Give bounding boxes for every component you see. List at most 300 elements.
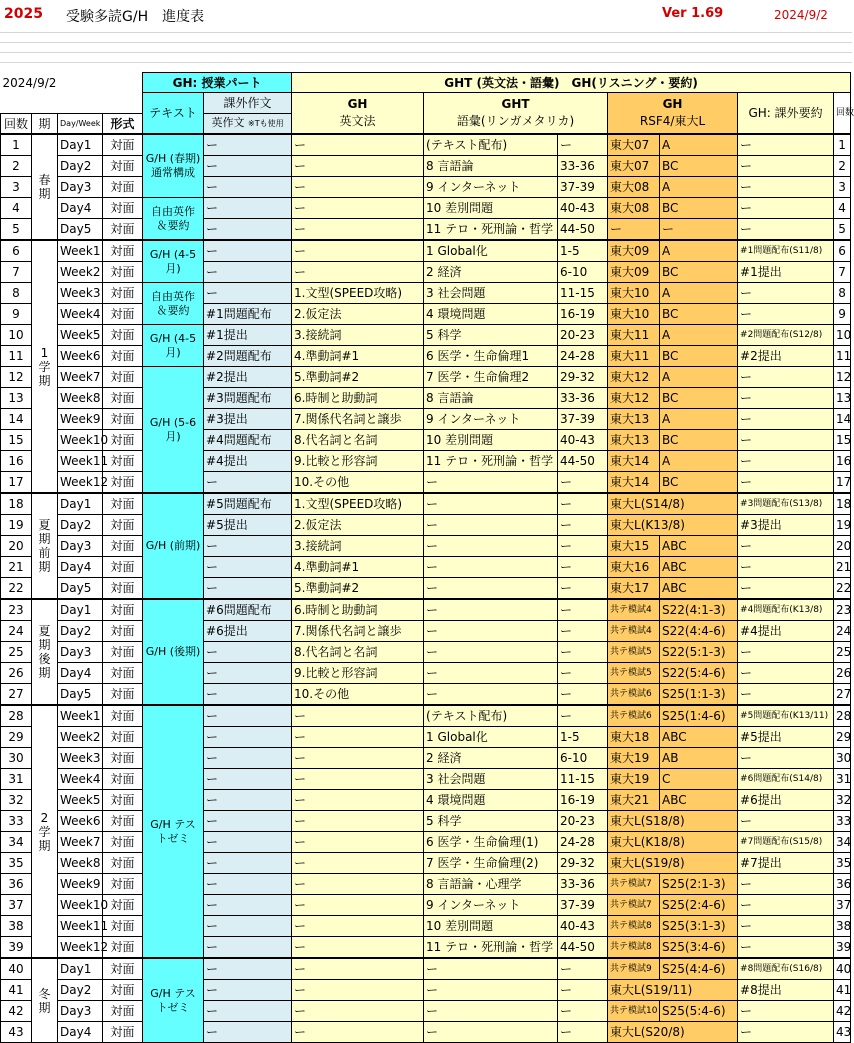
rsf-item: 東大L(K13/8) — [608, 515, 738, 536]
format: 対面 — [103, 832, 143, 853]
rsf-level: ー — [660, 219, 738, 241]
vocab-pages: 16-19 — [558, 304, 608, 325]
format: 対面 — [103, 557, 143, 578]
row-number: 35 — [1, 853, 32, 874]
extra-composition: ー — [204, 937, 292, 959]
rsf-level: S25(4:4-6) — [660, 958, 738, 980]
extra-composition: #5問題配布 — [204, 493, 292, 515]
vocab-chapter: 9 インターネット — [424, 895, 558, 916]
rsf-level: A — [660, 325, 738, 346]
vocab-pages: ー — [558, 578, 608, 600]
format: 対面 — [103, 177, 143, 198]
table-row — [1, 1001, 851, 1022]
rsf-item: 東大07 — [608, 156, 660, 177]
row-number-right: 6 — [834, 240, 851, 262]
vocab-pages: 16-19 — [558, 790, 608, 811]
rsf-item: 東大07 — [608, 134, 660, 156]
grammar: 2.仮定法 — [292, 515, 424, 536]
extra-summary: #6問題配布(S14/8) — [738, 769, 834, 790]
page-title: 受験多読G/H 進度表 — [66, 9, 205, 25]
format: 対面 — [103, 367, 143, 388]
vocab-pages: ー — [558, 599, 608, 621]
grid-line — [0, 62, 852, 63]
day-week: Day1 — [58, 134, 103, 156]
extra-composition: ー — [204, 727, 292, 748]
day-week: Day1 — [58, 599, 103, 621]
row-number-right: 3 — [834, 177, 851, 198]
extra-summary: ー — [738, 134, 834, 156]
row-number: 1 — [1, 134, 32, 156]
vocab-chapter: 10 差別問題 — [424, 916, 558, 937]
day-week: Week9 — [58, 874, 103, 895]
row-number-right: 12 — [834, 367, 851, 388]
day-week: Day5 — [58, 219, 103, 241]
extra-summary: ー — [738, 156, 834, 177]
rsf-level: S25(1:1-3) — [660, 684, 738, 706]
vocab-pages: ー — [558, 536, 608, 557]
text-group: 自由英作 ＆要約 — [143, 198, 204, 241]
grammar: 8.代名詞と名詞 — [292, 430, 424, 451]
extra-summary: ー — [738, 219, 834, 241]
period-label: 2学期 — [32, 705, 58, 958]
format: 対面 — [103, 578, 143, 600]
header-ght: GHT (英文法・語彙) GH(リスニング・要約) — [292, 73, 851, 93]
extra-composition: ー — [204, 811, 292, 832]
day-week: Day3 — [58, 536, 103, 557]
format: 対面 — [103, 727, 143, 748]
extra-summary: #2提出 — [738, 346, 834, 367]
extra-summary: ー — [738, 895, 834, 916]
grammar: 7.関係代名詞と譲歩 — [292, 621, 424, 642]
grid-line — [0, 42, 852, 43]
extra-composition: ー — [204, 790, 292, 811]
extra-summary: #1提出 — [738, 262, 834, 283]
vocab-chapter: 11 テロ・死刑論・哲学 — [424, 937, 558, 959]
row-number: 36 — [1, 874, 32, 895]
vocab-pages: 1-5 — [558, 240, 608, 262]
rsf-item: 東大L(S19/11) — [608, 980, 738, 1001]
extra-composition: ー — [204, 262, 292, 283]
text-group: G/H (春期) 通常構成 — [143, 134, 204, 198]
grammar: ー — [292, 156, 424, 177]
vocab-chapter: 7 医学・生命倫理2 — [424, 367, 558, 388]
grammar: ー — [292, 727, 424, 748]
header-gh-rsf: GH RSF4/東大L — [608, 93, 738, 135]
extra-summary: #4提出 — [738, 621, 834, 642]
row-number-right: 19 — [834, 515, 851, 536]
rsf-item: 東大12 — [608, 367, 660, 388]
vocab-chapter: ー — [424, 578, 558, 600]
rsf-level: S25(3:1-3) — [660, 916, 738, 937]
vocab-pages: ー — [558, 515, 608, 536]
rsf-item: 東大L(S14/8) — [608, 493, 738, 515]
extra-summary: #3提出 — [738, 515, 834, 536]
rsf-item: 東大19 — [608, 769, 660, 790]
rsf-item: 東大18 — [608, 727, 660, 748]
format: 対面 — [103, 748, 143, 769]
period-label: 夏期後期 — [32, 599, 58, 705]
vocab-chapter: ー — [424, 958, 558, 980]
row-number-right: 8 — [834, 283, 851, 304]
row-number-right: 18 — [834, 493, 851, 515]
vocab-chapter: ー — [424, 621, 558, 642]
format: 対面 — [103, 895, 143, 916]
period-label: 冬期 — [32, 958, 58, 1043]
row-number: 32 — [1, 790, 32, 811]
day-week: Day1 — [58, 493, 103, 515]
row-number-right: 23 — [834, 599, 851, 621]
extra-composition: ー — [204, 557, 292, 578]
row-number: 2 — [1, 156, 32, 177]
text-group: G/H (4-5月) — [143, 325, 204, 367]
rsf-level: A — [660, 451, 738, 472]
vocab-pages: 33-36 — [558, 156, 608, 177]
vocab-chapter: 10 差別問題 — [424, 198, 558, 219]
vocab-chapter: 6 医学・生命倫理1 — [424, 346, 558, 367]
title-bar — [0, 0, 852, 30]
vocab-pages: ー — [558, 642, 608, 663]
table-row — [1, 493, 851, 515]
table-row — [1, 219, 851, 241]
format: 対面 — [103, 409, 143, 430]
vocab-chapter: 9 インターネット — [424, 177, 558, 198]
vocab-pages: 1-5 — [558, 727, 608, 748]
extra-composition: ー — [204, 769, 292, 790]
header-kaisu: 回数 — [1, 114, 32, 135]
extra-summary: ー — [738, 748, 834, 769]
row-number: 19 — [1, 515, 32, 536]
day-week: Week8 — [58, 388, 103, 409]
vocab-chapter: 6 医学・生命倫理(1) — [424, 832, 558, 853]
format: 対面 — [103, 515, 143, 536]
vocab-chapter: 5 科学 — [424, 325, 558, 346]
extra-composition: #3提出 — [204, 409, 292, 430]
extra-composition: ー — [204, 642, 292, 663]
header-kaisu-right: 回数 — [834, 93, 851, 135]
table-row — [1, 262, 851, 283]
vocab-pages: 24-28 — [558, 346, 608, 367]
table-row — [1, 198, 851, 219]
day-week: Day2 — [58, 515, 103, 536]
vocab-pages: 6-10 — [558, 262, 608, 283]
extra-composition: ー — [204, 980, 292, 1001]
grammar: ー — [292, 980, 424, 1001]
rsf-level: A — [660, 409, 738, 430]
day-week: Day4 — [58, 1022, 103, 1043]
format: 対面 — [103, 134, 143, 156]
format: 対面 — [103, 958, 143, 980]
extra-summary: ー — [738, 578, 834, 600]
rsf-level: BC — [660, 346, 738, 367]
format: 対面 — [103, 853, 143, 874]
table-row — [1, 346, 851, 367]
vocab-chapter: 2 経済 — [424, 748, 558, 769]
extra-summary: #1問題配布(S11/8) — [738, 240, 834, 262]
grammar: ー — [292, 790, 424, 811]
rsf-item: 東大21 — [608, 790, 660, 811]
row-number-right: 35 — [834, 853, 851, 874]
grammar: 10.その他 — [292, 472, 424, 494]
extra-summary: ー — [738, 304, 834, 325]
day-week: Week2 — [58, 727, 103, 748]
table-row — [1, 304, 851, 325]
vocab-pages: ー — [558, 493, 608, 515]
row-number-right: 1 — [834, 134, 851, 156]
row-number: 16 — [1, 451, 32, 472]
row-number: 18 — [1, 493, 32, 515]
rsf-item: 共テ模試9 — [608, 958, 660, 980]
row-number: 17 — [1, 472, 32, 494]
rsf-item: 東大11 — [608, 346, 660, 367]
format: 対面 — [103, 388, 143, 409]
vocab-pages: 40-43 — [558, 916, 608, 937]
extra-composition: ー — [204, 536, 292, 557]
format: 対面 — [103, 1022, 143, 1043]
vocab-pages: ー — [558, 684, 608, 706]
day-week: Day3 — [58, 1001, 103, 1022]
rsf-item: 東大19 — [608, 748, 660, 769]
extra-composition: #6提出 — [204, 621, 292, 642]
table-row — [1, 409, 851, 430]
header-dayweek: Day/Week — [58, 114, 103, 135]
day-week: Week6 — [58, 346, 103, 367]
day-week: Week10 — [58, 430, 103, 451]
format: 対面 — [103, 980, 143, 1001]
row-number: 13 — [1, 388, 32, 409]
rsf-level: C — [660, 769, 738, 790]
vocab-chapter: ー — [424, 1022, 558, 1043]
extra-summary: #5提出 — [738, 727, 834, 748]
rsf-item: 東大08 — [608, 177, 660, 198]
rsf-item: ー — [608, 219, 660, 241]
row-number-right: 13 — [834, 388, 851, 409]
vocab-chapter: (テキスト配布) — [424, 705, 558, 727]
grammar: ー — [292, 748, 424, 769]
table-row — [1, 642, 851, 663]
row-number: 11 — [1, 346, 32, 367]
row-number-right: 40 — [834, 958, 851, 980]
text-group: G/H (5-6月) — [143, 367, 204, 494]
vocab-pages: ー — [558, 134, 608, 156]
day-week: Week12 — [58, 937, 103, 959]
row-number-right: 15 — [834, 430, 851, 451]
text-group: G/H テストゼミ — [143, 958, 204, 1043]
year-label: 2025 — [4, 6, 43, 22]
vocab-pages: ー — [558, 705, 608, 727]
grammar: 2.仮定法 — [292, 304, 424, 325]
grammar: 5.準動詞#2 — [292, 367, 424, 388]
vocab-chapter: 1 Global化 — [424, 240, 558, 262]
extra-summary: ー — [738, 874, 834, 895]
row-number: 6 — [1, 240, 32, 262]
row-number: 34 — [1, 832, 32, 853]
grammar: 10.その他 — [292, 684, 424, 706]
row-number: 7 — [1, 262, 32, 283]
text-group: G/H (4-5月) — [143, 240, 204, 283]
row-number: 40 — [1, 958, 32, 980]
extra-summary: ー — [738, 1001, 834, 1022]
header-text: テキスト — [143, 93, 204, 135]
vocab-pages: 33-36 — [558, 388, 608, 409]
extra-summary: ー — [738, 916, 834, 937]
table-row — [1, 958, 851, 980]
day-week: Week4 — [58, 304, 103, 325]
rsf-item: 東大08 — [608, 198, 660, 219]
row-number: 43 — [1, 1022, 32, 1043]
extra-composition: #5提出 — [204, 515, 292, 536]
table-row — [1, 980, 851, 1001]
rsf-level: BC — [660, 198, 738, 219]
extra-summary: ー — [738, 937, 834, 959]
table-row — [1, 684, 851, 706]
vocab-chapter: 1 Global化 — [424, 727, 558, 748]
row-number-right: 43 — [834, 1022, 851, 1043]
row-number-right: 22 — [834, 578, 851, 600]
rsf-level: BC — [660, 388, 738, 409]
extra-summary: ー — [738, 663, 834, 684]
extra-composition: ー — [204, 240, 292, 262]
row-number: 3 — [1, 177, 32, 198]
vocab-chapter: 11 テロ・死刑論・哲学 — [424, 219, 558, 241]
vocab-pages: 29-32 — [558, 853, 608, 874]
grammar: ー — [292, 895, 424, 916]
day-week: Day2 — [58, 980, 103, 1001]
table-row — [1, 156, 851, 177]
rsf-level: A — [660, 177, 738, 198]
row-number: 20 — [1, 536, 32, 557]
table-row — [1, 536, 851, 557]
grammar: 1.文型(SPEED攻略) — [292, 493, 424, 515]
grammar: ー — [292, 832, 424, 853]
table-row — [1, 177, 851, 198]
row-number-right: 39 — [834, 937, 851, 959]
header-summary: GH: 課外要約 — [738, 93, 834, 135]
rsf-level: ABC — [660, 536, 738, 557]
vocab-pages: ー — [558, 1001, 608, 1022]
row-number-right: 7 — [834, 262, 851, 283]
row-number: 29 — [1, 727, 32, 748]
format: 対面 — [103, 937, 143, 959]
vocab-pages: ー — [558, 980, 608, 1001]
grid-line — [0, 32, 852, 33]
day-week: Day1 — [58, 958, 103, 980]
vocab-chapter: 8 言語論・心理学 — [424, 874, 558, 895]
extra-composition: ー — [204, 832, 292, 853]
extra-summary: ー — [738, 283, 834, 304]
grammar: ー — [292, 219, 424, 241]
extra-composition: ー — [204, 472, 292, 494]
format: 対面 — [103, 1001, 143, 1022]
header-gh-grammar: GH 英文法 — [292, 93, 424, 135]
extra-summary: ー — [738, 177, 834, 198]
rsf-item: 共テ模試10 — [608, 1001, 660, 1022]
row-number: 39 — [1, 937, 32, 959]
format: 対面 — [103, 705, 143, 727]
rsf-item: 東大13 — [608, 430, 660, 451]
vocab-pages: ー — [558, 557, 608, 578]
vocab-chapter: ー — [424, 536, 558, 557]
rsf-item: 共テ模試5 — [608, 663, 660, 684]
extra-summary: #7問題配布(S15/8) — [738, 832, 834, 853]
rsf-item: 共テ模試7 — [608, 895, 660, 916]
vocab-chapter: ー — [424, 684, 558, 706]
format: 対面 — [103, 430, 143, 451]
row-number-right: 32 — [834, 790, 851, 811]
vocab-chapter: ー — [424, 1001, 558, 1022]
header-ki: 期 — [32, 114, 58, 135]
extra-composition: ー — [204, 177, 292, 198]
vocab-pages: 37-39 — [558, 409, 608, 430]
row-number-right: 26 — [834, 663, 851, 684]
extra-summary: ー — [738, 430, 834, 451]
period-label: 1学期 — [32, 240, 58, 493]
format: 対面 — [103, 621, 143, 642]
row-number: 21 — [1, 557, 32, 578]
extra-composition: #4提出 — [204, 451, 292, 472]
vocab-pages: 29-32 — [558, 367, 608, 388]
table-row — [1, 367, 851, 388]
day-week: Day2 — [58, 156, 103, 177]
row-number-right: 34 — [834, 832, 851, 853]
extra-composition: ー — [204, 663, 292, 684]
extra-composition: ー — [204, 916, 292, 937]
row-number-right: 24 — [834, 621, 851, 642]
rsf-item: 東大10 — [608, 304, 660, 325]
row-number-right: 42 — [834, 1001, 851, 1022]
format: 対面 — [103, 599, 143, 621]
format: 対面 — [103, 325, 143, 346]
row-number-right: 10 — [834, 325, 851, 346]
vocab-pages: 37-39 — [558, 177, 608, 198]
vocab-pages: 11-15 — [558, 283, 608, 304]
table-row — [1, 727, 851, 748]
day-week: Day4 — [58, 557, 103, 578]
row-number: 23 — [1, 599, 32, 621]
row-number: 14 — [1, 409, 32, 430]
extra-summary: ー — [738, 1022, 834, 1043]
extra-composition: #6問題配布 — [204, 599, 292, 621]
format: 対面 — [103, 493, 143, 515]
extra-composition: ー — [204, 134, 292, 156]
vocab-chapter: ー — [424, 472, 558, 494]
rsf-item: 共テ模試5 — [608, 642, 660, 663]
row-number: 28 — [1, 705, 32, 727]
row-number: 33 — [1, 811, 32, 832]
table-row — [1, 430, 851, 451]
extra-summary: ー — [738, 557, 834, 578]
grammar: ー — [292, 198, 424, 219]
vocab-chapter: ー — [424, 515, 558, 536]
rsf-level: S22(5:4-6) — [660, 663, 738, 684]
row-number-right: 41 — [834, 980, 851, 1001]
day-week: Day3 — [58, 177, 103, 198]
row-number-right: 4 — [834, 198, 851, 219]
rsf-level: BC — [660, 472, 738, 494]
vocab-chapter: 3 社会問題 — [424, 769, 558, 790]
day-week: Day5 — [58, 684, 103, 706]
extra-composition: ー — [204, 853, 292, 874]
row-number-right: 5 — [834, 219, 851, 241]
vocab-pages: 24-28 — [558, 832, 608, 853]
format: 対面 — [103, 916, 143, 937]
table-row — [1, 811, 851, 832]
format: 対面 — [103, 262, 143, 283]
extra-summary: ー — [738, 684, 834, 706]
rsf-item: 東大14 — [608, 472, 660, 494]
row-number: 27 — [1, 684, 32, 706]
rsf-item: 東大09 — [608, 262, 660, 283]
extra-summary: ー — [738, 536, 834, 557]
